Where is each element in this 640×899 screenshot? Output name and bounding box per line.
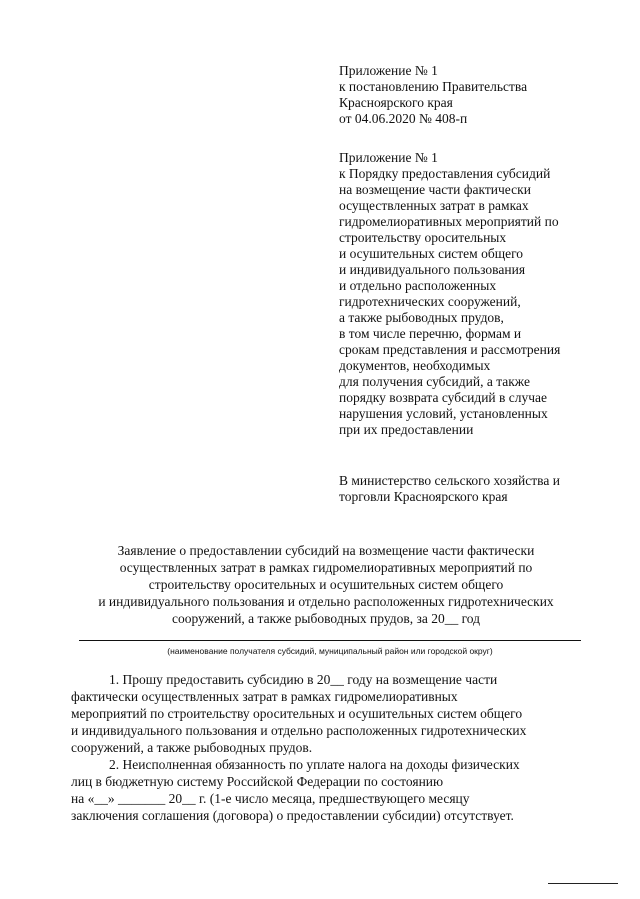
appendix-line: к постановлению Правительства <box>339 79 528 94</box>
application-body <box>71 671 583 824</box>
appendix-line: при их предоставлении <box>339 422 474 437</box>
appendix-line: а также рыбоводных прудов, <box>339 310 504 325</box>
appendix-line: документов, необходимых <box>339 358 491 373</box>
recipient-line: В министерство сельского хозяйства и <box>339 473 560 488</box>
recipient-name-caption: (наименование получателя субсидий, муниципальный район или городской округ) <box>167 646 493 656</box>
paragraph-line: лиц в бюджетную систему Российской Федерации по состоянию <box>71 774 444 789</box>
paragraph-line: фактически осуществленных затрат в рамках гидромелиоративных <box>71 689 458 704</box>
footer-rule <box>548 883 618 884</box>
appendix-line: в том числе перечню, формам и <box>339 326 522 341</box>
appendix-line: Приложение № 1 <box>339 63 438 78</box>
paragraph-line: заключения соглашения (договора) о предоставлении субсидии) отсутствует. <box>71 808 514 823</box>
title-line: сооружений, а также рыбоводных прудов, за 20__ год <box>171 611 480 626</box>
appendix-line: гидромелиоративных мероприятий по <box>339 214 559 229</box>
appendix-subsidy-order <box>339 150 639 438</box>
appendix-line: порядку возврата субсидий в случае <box>339 390 548 405</box>
paragraph-line: 1. Прошу предоставить субсидию в 20__ году на возмещение части <box>109 672 498 687</box>
paragraph-line: сооружений, а также рыбоводных прудов. <box>71 740 313 755</box>
appendix-line: Красноярского края <box>339 95 453 110</box>
recipient-name-blank-line <box>79 640 581 641</box>
appendix-line: к Порядку предоставления субсидий <box>339 166 551 181</box>
recipient-line: торговли Красноярского края <box>339 489 508 504</box>
paragraph-line: 2. Неисполненная обязанность по уплате налога на доходы физических <box>109 757 520 772</box>
appendix-line: и осушительных систем общего <box>339 246 524 261</box>
appendix-line: строительству оросительных <box>339 230 507 245</box>
appendix-line: гидротехнических сооружений, <box>339 294 521 309</box>
title-line: осуществленных затрат в рамках гидромелиоративных мероприятий по <box>119 560 533 575</box>
title-line: Заявление о предоставлении субсидий на возмещение части фактически <box>117 543 535 558</box>
document-title <box>40 542 612 627</box>
paragraph-line: мероприятий по строительству оросительных и осушительных систем общего <box>71 706 523 721</box>
appendix-line: осуществленных затрат в рамках <box>339 198 529 213</box>
appendix-line: и индивидуального пользования <box>339 262 526 277</box>
appendix-line: Приложение № 1 <box>339 150 438 165</box>
paragraph-line: и индивидуального пользования и отдельно расположенных гидротехнических <box>71 723 527 738</box>
appendix-line: на возмещение части фактически <box>339 182 531 197</box>
title-line: строительству оросительных и осушительных систем общего <box>148 577 504 592</box>
appendix-line: нарушения условий, установленных <box>339 406 548 421</box>
recipient-block <box>339 473 639 505</box>
title-line: и индивидуального пользования и отдельно расположенных гидротехнических <box>98 594 554 609</box>
appendix-line: для получения субсидий, а также <box>339 374 530 389</box>
appendix-government-decree <box>339 63 639 127</box>
appendix-line: срокам представления и рассмотрения <box>339 342 561 357</box>
appendix-line: и отдельно расположенных <box>339 278 497 293</box>
paragraph-line: на «__» _______ 20__ г. (1-е число месяца, предшествующего месяцу <box>71 791 470 806</box>
appendix-line: от 04.06.2020 № 408-п <box>339 111 468 126</box>
